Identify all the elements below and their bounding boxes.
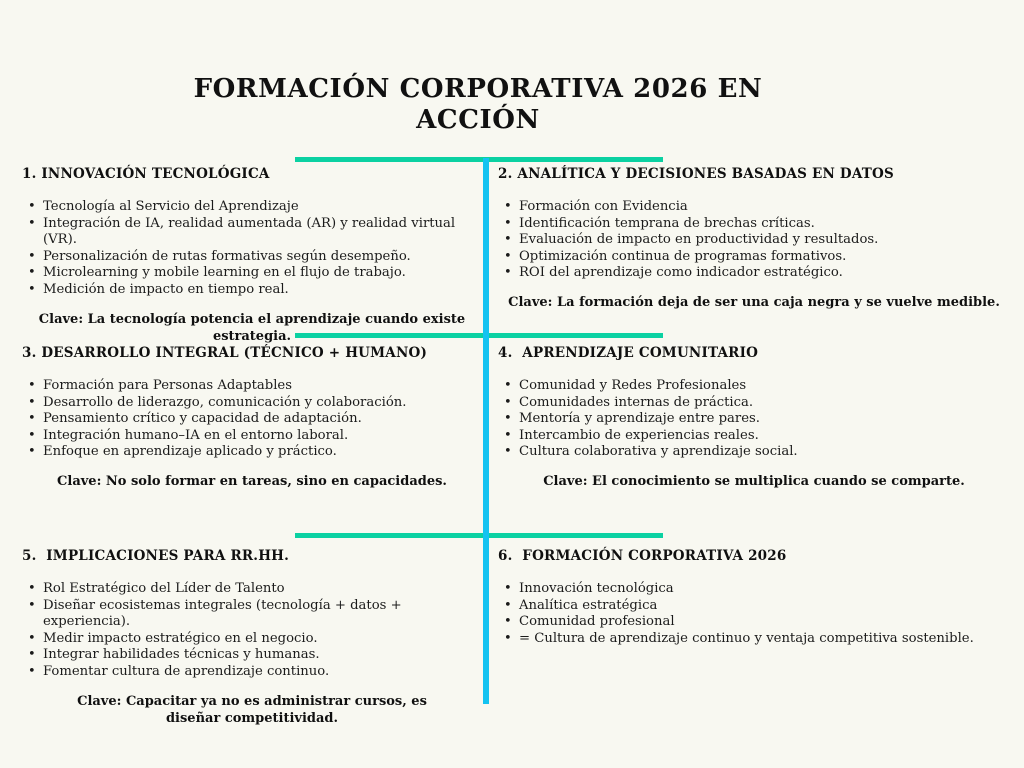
section-heading: 2. ANALÍTICA Y DECISIONES BASADAS EN DATOS xyxy=(498,166,894,182)
section-analitica-datos xyxy=(498,166,1010,311)
bullet-list xyxy=(22,581,482,681)
clave-statement: Clave: El conocimiento se multiplica cuando se comparte. xyxy=(543,473,965,489)
list-item: • Innovación tecnológica xyxy=(498,581,1010,598)
list-item: • Integrar habilidades técnicas y humanas. xyxy=(22,647,482,664)
list-item: • Medición de impacto en tiempo real. xyxy=(22,282,482,299)
section-heading: 4. APRENDIZAJE COMUNITARIO xyxy=(498,345,759,361)
bullet-list xyxy=(22,199,482,299)
list-item: • Integración de IA, realidad aumentada (AR) y realidad virtual (VR). xyxy=(22,216,482,249)
list-item: • Desarrollo de liderazgo, comunicación y colaboración. xyxy=(22,395,482,412)
list-item: • Formación para Personas Adaptables xyxy=(22,378,482,395)
section-formacion-corporativa-2026 xyxy=(498,548,1010,647)
list-item: • Pensamiento crítico y capacidad de adaptación. xyxy=(22,411,482,428)
list-item: • Fomentar cultura de aprendizaje continuo. xyxy=(22,664,482,681)
list-item: • Microlearning y mobile learning en el flujo de trabajo. xyxy=(22,265,482,282)
bullet-list xyxy=(498,581,1010,647)
clave-statement: Clave: Capacitar ya no es administrar cursos, es diseñar competitividad. xyxy=(77,693,427,726)
section-heading: 3. DESARROLLO INTEGRAL (TÉCNICO + HUMANO) xyxy=(22,345,428,361)
list-item: • Tecnología al Servicio del Aprendizaje xyxy=(22,199,482,216)
list-item: • Formación con Evidencia xyxy=(498,199,1010,216)
list-item: • Optimización continua de programas formativos. xyxy=(498,249,1010,266)
list-item: • Personalización de rutas formativas según desempeño. xyxy=(22,249,482,266)
list-item: • Enfoque en aprendizaje aplicado y práctico. xyxy=(22,444,482,461)
list-item: • Comunidades internas de práctica. xyxy=(498,395,1010,412)
clave-statement: Clave: La formación deja de ser una caja negra y se vuelve medible. xyxy=(508,294,1000,310)
divider-vertical-center xyxy=(483,158,489,704)
list-item: • Mentoría y aprendizaje entre pares. xyxy=(498,411,1010,428)
list-item: • Analítica estratégica xyxy=(498,598,1010,615)
divider-horizontal-bottom xyxy=(295,533,663,538)
list-item: • Identificación temprana de brechas críticas. xyxy=(498,216,1010,233)
list-item: • ROI del aprendizaje como indicador estratégico. xyxy=(498,265,1010,282)
section-implicaciones-rrhh xyxy=(22,548,482,727)
divider-horizontal-top xyxy=(295,157,663,162)
bullet-list xyxy=(498,378,1010,461)
section-heading: 1. INNOVACIÓN TECNOLÓGICA xyxy=(22,166,270,182)
section-aprendizaje-comunitario xyxy=(498,345,1010,490)
list-item: • Medir impacto estratégico en el negocio. xyxy=(22,631,482,648)
list-item: • Cultura colaborativa y aprendizaje social. xyxy=(498,444,1010,461)
list-item: • Integración humano–IA en el entorno laboral. xyxy=(22,428,482,445)
bullet-list xyxy=(498,199,1010,282)
section-heading: 5. IMPLICACIONES PARA RR.HH. xyxy=(22,548,290,564)
section-innovacion-tecnologica xyxy=(22,166,482,345)
list-item: • Comunidad y Redes Profesionales xyxy=(498,378,1010,395)
list-item: • Comunidad profesional xyxy=(498,614,1010,631)
clave-statement: Clave: No solo formar en tareas, sino en capacidades. xyxy=(57,473,447,489)
list-item: • Evaluación de impacto en productividad y resultados. xyxy=(498,232,1010,249)
clave-statement: Clave: La tecnología potencia el aprendizaje cuando existe estrategia. xyxy=(38,311,466,344)
list-item: • Rol Estratégico del Líder de Talento xyxy=(22,581,482,598)
list-item: • Diseñar ecosistemas integrales (tecnología + datos + experiencia). xyxy=(22,598,482,631)
list-item: • Intercambio de experiencias reales. xyxy=(498,428,1010,445)
section-desarrollo-integral xyxy=(22,345,482,490)
page-title: FORMACIÓN CORPORATIVA 2026 EN ACCIÓN xyxy=(193,74,763,136)
bullet-list xyxy=(22,378,482,461)
list-item: • = Cultura de aprendizaje continuo y ventaja competitiva sostenible. xyxy=(498,631,1010,648)
section-heading: 6. FORMACIÓN CORPORATIVA 2026 xyxy=(498,548,787,564)
